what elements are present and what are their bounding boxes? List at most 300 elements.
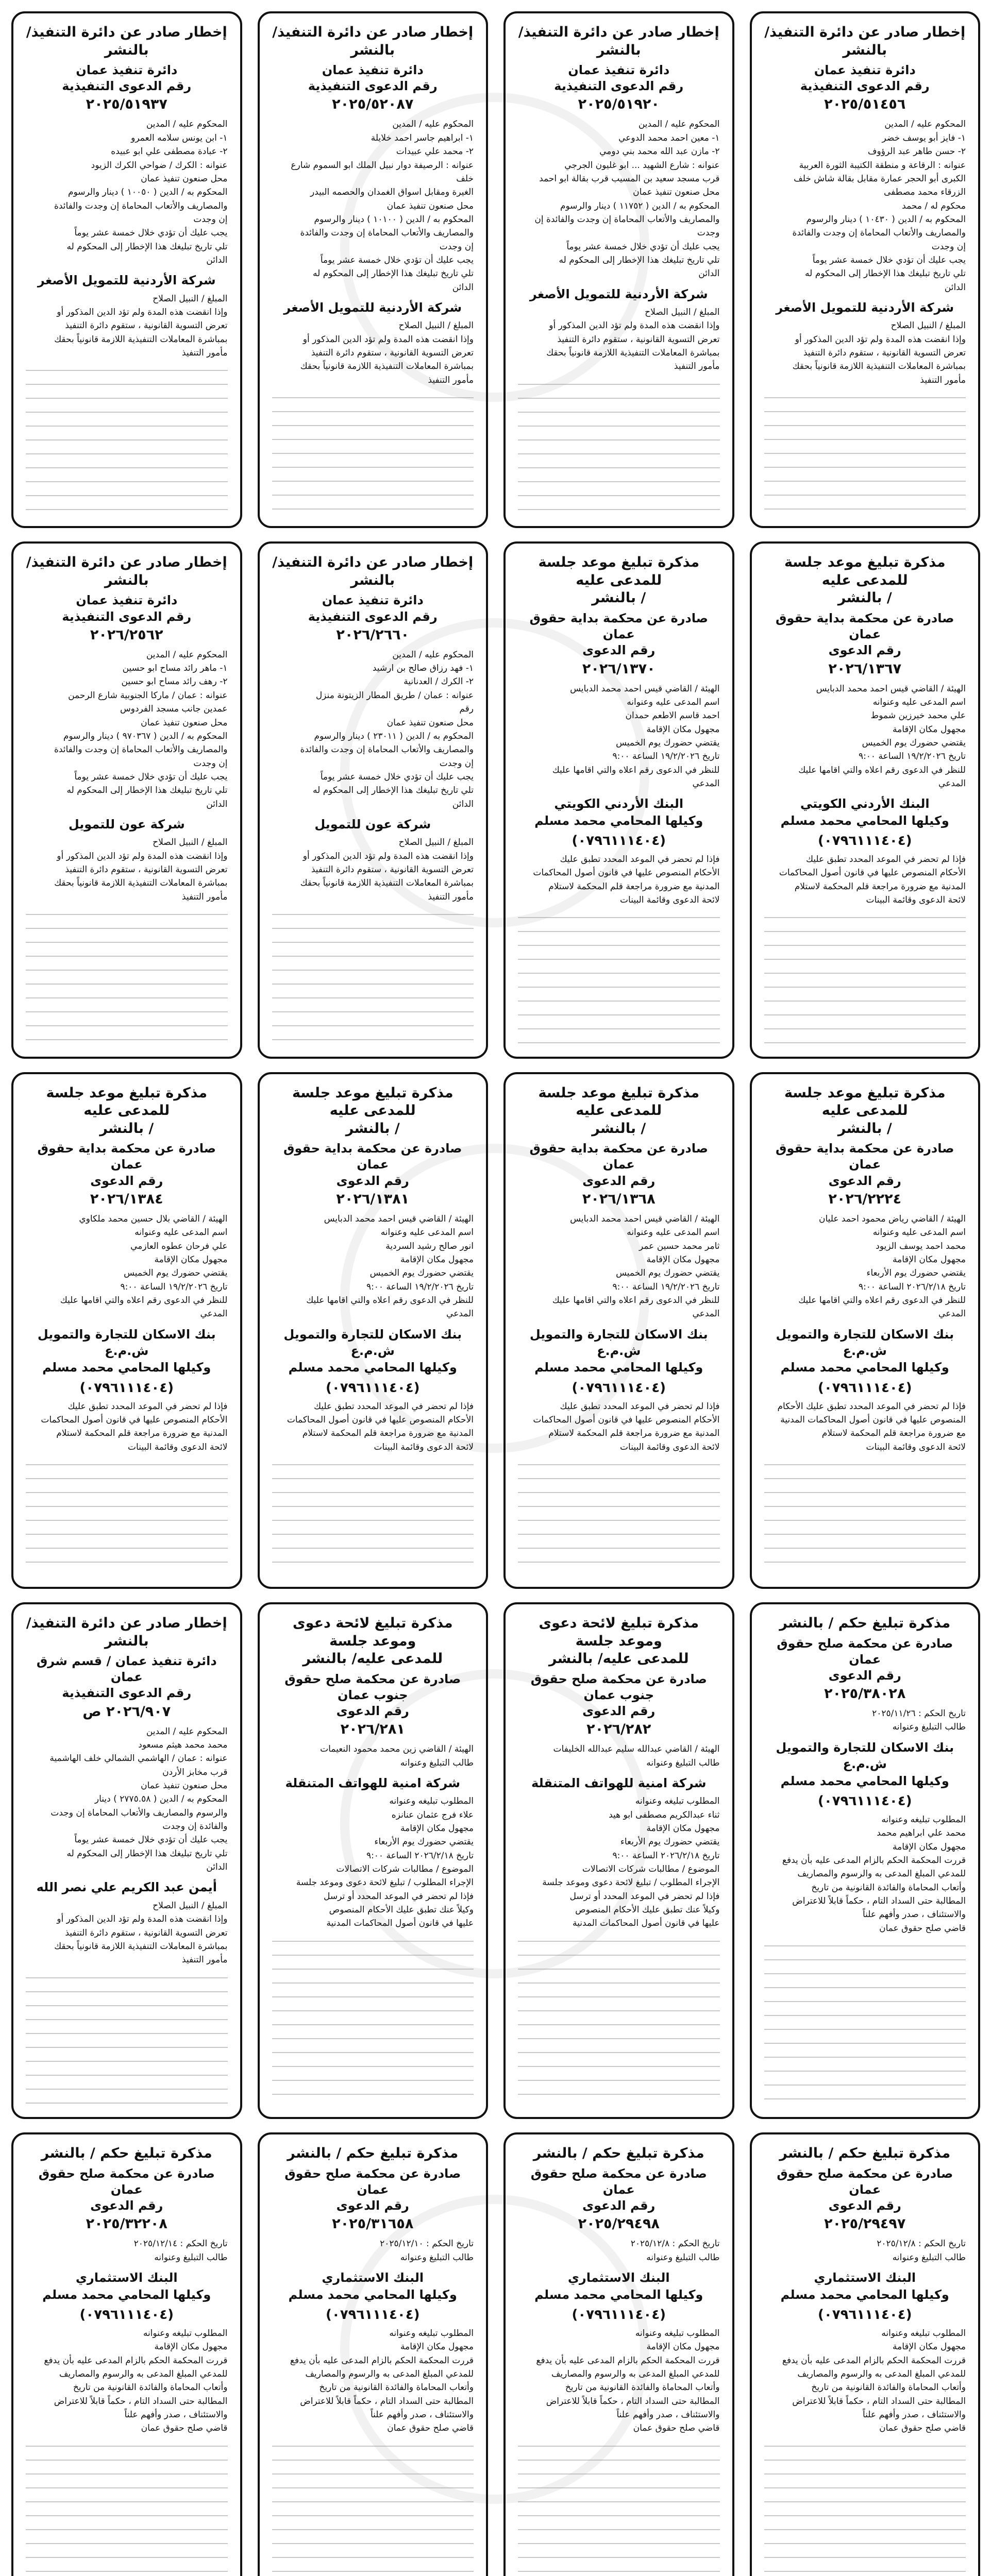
notice-body-line: إن وجدت bbox=[931, 241, 966, 252]
fine-print-filler bbox=[518, 910, 720, 1043]
notice-body-line: تلي تاريخ تبليغك هذا الإخطار إلى المحكوم له bbox=[805, 268, 966, 279]
notice-body bbox=[518, 117, 720, 280]
claimant-name: البنك الأردني الكويتي وكيلها المحامي محمد مسلم bbox=[780, 796, 949, 828]
notice-body-line: عنوانه : الكرك / ضواحي الكرك الزيود bbox=[91, 160, 228, 171]
notice-body-line: الدائن bbox=[944, 282, 966, 293]
case-number: ٢٠٢٦/٢٢٢٤ bbox=[828, 1191, 902, 1207]
notice-footer-line: قررت المحكمة الحكم بالزام المدعى عليه بأن يدفع bbox=[44, 2355, 228, 2366]
notice-footer bbox=[518, 2327, 720, 2435]
notice-heading bbox=[764, 1084, 966, 1138]
case-number: ٢٠٢٥/٣١٦٥٨ bbox=[332, 2216, 414, 2232]
notice-heading-line: مذكرة تبليغ موعد جلسة للمدعى عليه bbox=[46, 1084, 208, 1119]
notice-body bbox=[26, 1212, 228, 1321]
notice-footer-line: تعرض التسوية القانونية ، ستقوم دائرة التنفيذ bbox=[65, 865, 228, 875]
court-name: صادرة عن محكمة صلح حقوق عمان bbox=[530, 2166, 707, 2197]
case-label: رقم الدعوى bbox=[90, 2198, 163, 2213]
notice-body-line: والمصاريف والأتعاب المحاماة إن وجدت والفائدة إن bbox=[534, 214, 720, 225]
notice-body-line: مجهول مكان الإقامة bbox=[154, 1254, 228, 1265]
notice-body-line: الدائن bbox=[452, 799, 474, 809]
notice-body-line: ١- فهد رزاق صالح بن ارشيد bbox=[372, 663, 474, 674]
notice-body-line: والرسوم والمصاريف والأتعاب المحاماة إن وجدت bbox=[51, 1807, 228, 1818]
notice-footer-line: وأتعاب المحاماة والفائدة القانونية من تاريخ bbox=[565, 2382, 720, 2393]
claimant-name: شركة عون للتمويل bbox=[68, 817, 185, 832]
court-name: دائرة تنفيذ عمان bbox=[76, 63, 178, 78]
notice-footer-line: محمد علي ابراهيم محمد bbox=[877, 1828, 966, 1839]
notice-footer-line: بمباشرة المعاملات التنفيذية اللازمة قانونياً بحقك bbox=[546, 348, 720, 359]
claimant-name: شركة الأردنية للتمويل الأصغر bbox=[37, 273, 216, 288]
notice-footer-line: المطلوب تبليغه وعنوانه bbox=[635, 2328, 720, 2338]
legal-notice-card bbox=[750, 1602, 981, 2119]
notice-body bbox=[272, 1742, 474, 1770]
notice-body-line: ٢- رهف رائد مساح ابو حسين bbox=[121, 676, 228, 687]
notice-body-line: المدعي bbox=[938, 1309, 966, 1319]
notice-footer-line: الموضوع / مطالبات شركات الاتصالات bbox=[336, 1863, 474, 1874]
notice-footer-line: قاضي صلح حقوق عمان bbox=[141, 2423, 228, 2434]
case-label: رقم الدعوى bbox=[828, 2198, 901, 2213]
notice-heading-line: / بالنشر bbox=[592, 590, 646, 606]
notice-footer-line: للمدعي المبلغ المدعى به والرسوم والمصاريف bbox=[797, 1869, 966, 1879]
notice-footer-line: فإذا لم تحضر في الموعد المحدد أو ترسل bbox=[569, 1891, 720, 1902]
notice-footer-line: لائحة الدعوى وقائمة البينات bbox=[128, 1442, 228, 1452]
notice-heading bbox=[272, 2145, 474, 2163]
fine-print-filler bbox=[764, 1938, 966, 2104]
notice-body-line: الدائن bbox=[698, 268, 720, 279]
claimant-name: البنك الأردني الكويتي وكيلها المحامي محمد مسلم bbox=[534, 796, 703, 828]
notice-heading bbox=[26, 554, 228, 589]
notice-footer-line: المطلوب تبليغه وعنوانه bbox=[881, 2328, 966, 2338]
notice-footer bbox=[272, 1794, 474, 1930]
notice-footer-line: المطالبة حتى السداد التام ، حكماً قابلاً للاعتراض bbox=[792, 1896, 966, 1907]
notice-body-line: المدعي bbox=[446, 1309, 474, 1319]
notice-footer-line: والاستئناف ، صدر وأفهم علناً bbox=[862, 2409, 966, 2420]
notice-body-line: ١- ابن يونس سلامه العمرو bbox=[131, 132, 228, 143]
notice-footer-line: بمباشرة المعاملات التنفيذية اللازمة قانونياً بحقك bbox=[300, 361, 474, 372]
notice-body bbox=[26, 117, 228, 267]
notice-body bbox=[518, 1742, 720, 1770]
case-number: ٢٠٢٦/١٣٦٧ bbox=[828, 660, 902, 677]
notice-body-line: طالب التبليغ وعنوانه bbox=[646, 2252, 720, 2263]
notice-body-line: الهيئة / القاضي قيس احمد محمد الدبايس bbox=[570, 683, 720, 694]
claimant-name: البنك الاستثماري وكيلها المحامي محمد مسلم bbox=[288, 2270, 457, 2302]
notice-body-line: الدائن bbox=[206, 799, 228, 809]
notice-heading bbox=[764, 2145, 966, 2163]
case-label: رقم الدعوى bbox=[336, 1173, 409, 1188]
case-number: ٢٠٢٦/٢٨١ bbox=[340, 1721, 405, 1738]
lawyer-phone: (٠٧٩٦١١١٤٠٤) bbox=[818, 1793, 912, 1809]
legal-notice-card bbox=[503, 541, 734, 1058]
notice-footer-line: الأحكام المنصوص عليها في قانون أصول المحاكمات bbox=[287, 1415, 474, 1426]
legal-notice-card bbox=[258, 2132, 489, 2576]
notice-body-line: الهيئة / القاضي رياض محمود احمد عليان bbox=[818, 1213, 966, 1224]
notice-footer-line: قاضي صلح حقوق عمان bbox=[633, 2423, 720, 2434]
notice-body-line: يقتضي حضورك يوم الخميس bbox=[616, 737, 720, 748]
legal-notice-card bbox=[258, 1602, 489, 2119]
case-number: ٢٠٢٥/٢٩٤٩٨ bbox=[578, 2216, 660, 2232]
court-name: صادرة عن محكمة صلح حقوق عمان bbox=[38, 2166, 215, 2197]
notice-footer-line: علاء فرج عثمان عنانزه bbox=[391, 1809, 474, 1820]
legal-notice-card bbox=[750, 1072, 981, 1589]
notice-footer-line: بمباشرة المعاملات التنفيذية اللازمة قانونياً بحقك bbox=[54, 878, 228, 889]
notice-footer-line: وأتعاب المحاماة والفائدة القانونية من تاريخ bbox=[811, 2382, 966, 2393]
notice-footer-line: المبلغ / النبيل الصلاح bbox=[153, 1900, 228, 1911]
notice-body-line: للنظر في الدعوى رقم اعلاه والتي اقامها عليك bbox=[798, 1295, 966, 1306]
legal-notice-card bbox=[503, 1602, 734, 2119]
notice-body-line: يجب عليك أن تؤدي خلال خمسة عشر يوماً bbox=[566, 241, 720, 252]
notice-footer bbox=[26, 292, 228, 360]
notice-body-line: طالب التبليغ وعنوانه bbox=[400, 1757, 474, 1768]
notice-footer-line: عليها في قانون أصول المحاكمات المدنية bbox=[573, 1918, 720, 1929]
notice-footer-line: الأحكام المنصوص عليها في قانون أصول المحاكمات bbox=[779, 868, 966, 878]
notice-heading-line: للمدعى عليه/ بالنشر bbox=[548, 1651, 689, 1667]
notice-footer-line: تاريخ ٢٠٢٦/٢/١٨ الساعة ٩:٠٠ bbox=[366, 1850, 474, 1861]
notice-footer-line: فإذا لم تحضر في الموعد المحدد تطبق عليك bbox=[560, 854, 720, 865]
notice-footer-line: وإذا انقضت هذه المدة ولم تؤد الدين المذكور أو bbox=[303, 851, 474, 861]
lawyer-phone: (٠٧٩٦١١١٤٠٤) bbox=[818, 833, 912, 849]
notice-footer bbox=[26, 2327, 228, 2435]
case-label: رقم الدعوى bbox=[90, 1173, 163, 1188]
notice-body-line: قرب مسجد سعيد بن المسيب قرب بقالة ابو احمد bbox=[539, 173, 720, 184]
notice-body-line: المحكوم عليه / المدين bbox=[638, 119, 720, 130]
notice-body-line: تاريخ ١٩/٢/٢٠٢٦ الساعة ٩:٠٠ bbox=[858, 751, 966, 762]
notice-body-line: اسم المدعى عليه وعنوانه bbox=[135, 1227, 228, 1238]
notice-footer bbox=[272, 836, 474, 904]
notice-body-line: للنظر في الدعوى رقم اعلاه والتي اقامها عليك bbox=[552, 765, 720, 775]
notice-body-line: المدعي bbox=[692, 1309, 720, 1319]
lawyer-phone: (٠٧٩٦١١١٤٠٤) bbox=[79, 1380, 174, 1396]
notice-footer-line: وكيلاً عنك تطبق عليك الأحكام المنصوص bbox=[575, 1905, 720, 1916]
notice-body-line: والفائدة إن وجدت bbox=[162, 1821, 228, 1832]
case-label: رقم الدعوى التنفيذية bbox=[62, 79, 192, 94]
notice-body-line: المحكوم به / الدين ( ٩٧٠٣٦٧ ) دينار والرسوم bbox=[63, 731, 228, 741]
notice-footer-line: وإذا انقضت هذه المدة ولم تؤد الدين المذكور أو bbox=[795, 334, 966, 345]
notice-body-line: الهيئة / القاضي زين محمد محمود النعيمات bbox=[320, 1744, 474, 1755]
notice-body-line: يقتضي حضورك يوم الخميس bbox=[616, 1268, 720, 1279]
notice-body-line: ٢- محمد علي عبيدات bbox=[396, 146, 474, 157]
notice-body-line: تاريخ الحكم : ٢٠٢٥/١٢/٨ bbox=[630, 2239, 720, 2249]
court-name: صادرة عن محكمة صلح حقوق جنوب عمان bbox=[284, 1671, 461, 1702]
court-name: صادرة عن محكمة بداية حقوق عمان bbox=[776, 611, 954, 642]
notice-heading bbox=[26, 24, 228, 59]
notice-footer bbox=[272, 2327, 474, 2435]
notice-body-line: يجب عليك أن تؤدي خلال خمسة عشر يوماً bbox=[320, 255, 474, 265]
fine-print-filler bbox=[764, 2438, 966, 2576]
notice-body-line: اسم المدعى عليه وعنوانه bbox=[627, 1227, 720, 1238]
notice-heading-line: / بالنشر bbox=[99, 1120, 154, 1137]
fine-print-filler bbox=[764, 390, 966, 513]
notice-footer-line: قاضي صلح حقوق عمان bbox=[879, 2423, 966, 2434]
fine-print-filler bbox=[26, 2438, 228, 2576]
fine-print-filler bbox=[26, 363, 228, 513]
notice-footer-line: المبلغ / النبيل الصلاح bbox=[153, 837, 228, 848]
notice-body-line: للنظر في الدعوى رقم اعلاه والتي اقامها عليك bbox=[552, 1295, 720, 1306]
notice-body-line: والمصاريف والأتعاب المحاماة إن وجدت والفائدة bbox=[300, 228, 474, 239]
notice-body bbox=[764, 117, 966, 294]
claimant-name: بنك الاسكان للتجارة والتمويل ش.م.ع وكيلها المحامي محمد مسلم bbox=[529, 1327, 708, 1375]
notice-body bbox=[764, 1707, 966, 1734]
claimant-name: البنك الاستثماري وكيلها المحامي محمد مسلم bbox=[534, 2270, 703, 2302]
notice-heading-line: مذكرة تبليغ لائحة دعوى وموعد جلسة bbox=[539, 1615, 699, 1649]
legal-notice-card bbox=[11, 1072, 242, 1589]
notice-footer-line: الموضوع / مطالبات شركات الاتصالات bbox=[582, 1863, 720, 1874]
notice-footer bbox=[764, 853, 966, 907]
notice-footer-line: مأمور التنفيذ bbox=[181, 348, 228, 359]
notice-footer-line: وكيلاً عنك تطبق عليك الأحكام المنصوص bbox=[329, 1905, 474, 1916]
notice-footer-line: المطالبة حتى السداد التام ، حكماً قابلاً للاعتراض bbox=[792, 2396, 966, 2406]
notice-body-line: المحكوم به / الدين ( ١٠١٠٠ ) دينار والرسوم bbox=[314, 214, 474, 225]
notice-body-line: طالب التبليغ وعنوانه bbox=[892, 1722, 966, 1733]
notice-footer-line: تاريخ ٢٠٢٦/٢/١٨ الساعة ٩:٠٠ bbox=[612, 1850, 720, 1861]
case-label: رقم الدعوى التنفيذية bbox=[554, 79, 684, 94]
notice-body-line: يجب عليك أن تؤدي خلال خمسة عشر يوماً bbox=[74, 1835, 228, 1845]
notice-body-line: محل صنعون تنفيذ عمان bbox=[387, 200, 474, 211]
notice-body-line: إن وجدت bbox=[439, 758, 474, 769]
notice-body-line: محل صنعون تنفيذ عمان bbox=[141, 1781, 228, 1791]
notice-footer-line: بمباشرة المعاملات التنفيذية اللازمة قانونياً بحقك bbox=[792, 361, 966, 372]
notice-heading bbox=[272, 554, 474, 589]
fine-print-filler bbox=[518, 1457, 720, 1573]
notice-footer-line: وإذا انقضت هذه المدة ولم تؤد الدين المذكور أو bbox=[549, 320, 720, 331]
notice-footer-line: مأمور التنفيذ bbox=[920, 375, 966, 385]
notice-body bbox=[764, 2237, 966, 2264]
legal-notice-card bbox=[11, 2132, 242, 2576]
notice-heading-line: مذكرة تبليغ موعد جلسة للمدعى عليه bbox=[784, 554, 946, 588]
notice-body-line: ١- فايز أبو يوسف خضر bbox=[882, 132, 966, 143]
notice-footer-line: وإذا انقضت هذه المدة ولم تؤد الدين المذكور أو bbox=[303, 334, 474, 345]
case-label: رقم الدعوى التنفيذية bbox=[308, 609, 438, 624]
notice-body-line: تاريخ ١٩/٢/٢٠٢٦ الساعة ٩:٠٠ bbox=[366, 1281, 474, 1292]
notice-footer bbox=[764, 2327, 966, 2435]
court-name: صادرة عن محكمة بداية حقوق عمان bbox=[37, 1141, 216, 1172]
notice-heading bbox=[272, 1615, 474, 1668]
notice-body-line: والمصاريف والأتعاب المحاماة إن وجدت والفائدة bbox=[300, 744, 474, 755]
notice-body-line: المدعي bbox=[692, 778, 720, 789]
notice-body bbox=[26, 1725, 228, 1874]
notice-heading-line: إخطار صادر عن دائرة التنفيذ/ بالنشر bbox=[26, 1615, 227, 1649]
case-number: ٢٠٢٥/٢٩٤٩٧ bbox=[824, 2216, 906, 2232]
case-label: رقم الدعوى bbox=[582, 643, 656, 658]
fine-print-filler bbox=[272, 907, 474, 1043]
notice-heading-line: / بالنشر bbox=[592, 1120, 646, 1137]
notice-body-line: ١- معين احمد محمد الدوعي bbox=[618, 132, 720, 143]
notice-body bbox=[518, 1212, 720, 1321]
court-name: دائرة تنفيذ عمان bbox=[322, 593, 424, 608]
notice-footer-line: المدنية مع ضرورة مراجعة قلم المحكمة لاستلام bbox=[548, 1428, 720, 1439]
notice-footer-line: وأتعاب المحاماة والفائدة القانونية من تاريخ bbox=[811, 1882, 966, 1893]
notice-footer-line: وإذا انقضت هذه المدة ولم تؤد الدين المذكور أو bbox=[57, 851, 228, 861]
notice-body-line: تاريخ ١٩/٢/٢٠٢٦ الساعة ٩:٠٠ bbox=[612, 1281, 720, 1292]
claimant-name: البنك الاستثماري وكيلها المحامي محمد مسلم bbox=[780, 2270, 949, 2302]
notice-body-line: الهيئة / القاضي قيس احمد محمد الدبايس bbox=[324, 1213, 474, 1224]
notice-body-line: يجب عليك أن تؤدي خلال خمسة عشر يوماً bbox=[74, 228, 228, 239]
notice-body-line: والمصاريف والأتعاب المحاماة إن وجدت والفائدة bbox=[54, 744, 228, 755]
notice-footer-line: المطالبة حتى السداد التام ، حكماً قابلاً للاعتراض bbox=[300, 2396, 474, 2406]
legal-notice-card bbox=[11, 11, 242, 528]
notice-body-line: تلي تاريخ تبليغك هذا الإخطار إلى المحكوم له bbox=[66, 1848, 228, 1859]
court-name: صادرة عن محكمة صلح حقوق عمان bbox=[777, 2166, 953, 2197]
notice-body-line: المحكوم عليه / المدين bbox=[884, 119, 966, 130]
notice-heading-line: مذكرة تبليغ لائحة دعوى وموعد جلسة bbox=[292, 1615, 453, 1649]
claimant-name: شركة امنية للهواتف المتنقلة bbox=[285, 1775, 460, 1790]
case-number: ٢٠٢٥/٥٢٠٨٧ bbox=[332, 96, 414, 113]
notice-body bbox=[272, 2237, 474, 2264]
notice-footer-line: المبلغ / النبيل الصلاح bbox=[398, 320, 474, 331]
notice-footer-line: قررت المحكمة الحكم بالزام المدعى عليه بأن يدفع bbox=[782, 2355, 966, 2366]
notice-body-line: المحكوم عليه / المدين bbox=[392, 649, 474, 660]
notice-footer bbox=[764, 1813, 966, 1935]
case-label: رقم الدعوى bbox=[828, 1173, 901, 1188]
notice-body-line: محكوم له / محمد bbox=[902, 200, 966, 211]
notice-body-line: تاريخ الحكم : ٢٠٢٥/١٢/٨ bbox=[877, 2239, 966, 2249]
case-number: ٢٠٢٦/١٣٨١ bbox=[336, 1191, 410, 1207]
notice-body-line: المحكوم به / الدين ( ٢٣٠١١ ) دينار والرسوم bbox=[314, 731, 474, 741]
notice-body-line: محل صنعون تنفيذ عمان bbox=[141, 173, 228, 184]
notice-heading bbox=[272, 1084, 474, 1138]
notice-footer-line: تعرض التسوية القانونية ، ستقوم دائرة التنفيذ bbox=[803, 348, 966, 359]
case-label: رقم الدعوى bbox=[336, 1704, 409, 1718]
notice-body bbox=[272, 1212, 474, 1321]
notice-footer-line: تعرض التسوية القانونية ، ستقوم دائرة التنفيذ bbox=[557, 334, 720, 345]
notice-footer-line: مجهول مكان الإقامة bbox=[893, 2342, 966, 2352]
notice-footer-line: لائحة الدعوى وقائمة البينات bbox=[866, 1442, 966, 1452]
case-label: رقم الدعوى bbox=[582, 2198, 656, 2213]
notice-footer-line: قاضي صلح حقوق عمان bbox=[387, 2423, 474, 2434]
court-name: صادرة عن محكمة بداية حقوق عمان bbox=[529, 611, 708, 642]
notice-footer-line: الأحكام المنصوص عليها في قانون أصول المحاكمات bbox=[533, 1415, 720, 1426]
notice-heading-line: إخطار صادر عن دائرة التنفيذ/ بالنشر bbox=[764, 24, 966, 58]
notice-footer bbox=[518, 853, 720, 907]
case-number: ٢٠٢٦/٩٠٧ ص bbox=[82, 1703, 171, 1720]
notice-footer-line: المدنية مع ضرورة مراجعة قلم المحكمة لاستلام bbox=[548, 881, 720, 892]
notice-body bbox=[764, 682, 966, 791]
notice-footer-line: مأمور التنفيذ bbox=[428, 375, 474, 385]
notice-footer-line: وأتعاب المحاماة والفائدة القانونية من تاريخ bbox=[73, 2382, 228, 2393]
notice-footer-line: مجهول مكان الإقامة bbox=[400, 2342, 474, 2352]
case-label: رقم الدعوى bbox=[582, 1173, 656, 1188]
notice-body-line: ١- ابراهيم جاسر احمد خلايلة bbox=[371, 132, 474, 143]
notice-body-line: تاريخ ١٩/٢/٢٠٢٦ الساعة ٩:٠٠ bbox=[120, 1281, 228, 1292]
notice-body-line: المحكوم عليه / المدين bbox=[392, 119, 474, 130]
fine-print-filler bbox=[26, 1457, 228, 1573]
notice-footer bbox=[272, 1400, 474, 1454]
fine-print-filler bbox=[518, 1934, 720, 2104]
notice-body-line: محل صنعون تنفيذ عمان bbox=[633, 187, 720, 198]
notice-footer-line: فإذا لم تحضر في الموعد المحدد تطبق عليك bbox=[805, 854, 966, 865]
notice-body-line: محل صنعون تنفيذ عمان bbox=[141, 717, 228, 728]
legal-notice-card bbox=[503, 11, 734, 528]
notice-footer-line: المبلغ / النبيل الصلاح bbox=[891, 320, 966, 331]
notice-footer-line: وإذا انقضت هذه المدة ولم تؤد الدين المذكور أو bbox=[57, 307, 228, 317]
notice-footer-line: المنصوص عليها في قانون أصول المحاكمات المدنية bbox=[780, 1415, 966, 1426]
notice-heading bbox=[518, 554, 720, 607]
case-label: رقم الدعوى bbox=[828, 1668, 901, 1683]
legal-notice-card bbox=[258, 1072, 489, 1589]
notice-body-line: ٢- عبادة مصطفى علي ابو عبيده bbox=[111, 146, 228, 157]
notice-body-line: يجب عليك أن تؤدي خلال خمسة عشر يوماً bbox=[74, 771, 228, 782]
notice-footer-line: مأمور التنفيذ bbox=[674, 361, 720, 372]
fine-print-filler bbox=[764, 910, 966, 1043]
case-number: ٢٠٢٥/٥١٩٢٠ bbox=[578, 96, 660, 113]
notice-body-line: عنوانه : عمان / ماركا الجنوبية شارع الرحمن bbox=[68, 690, 228, 701]
notice-footer-line: تعرض التسوية القانونية ، ستقوم دائرة التنفيذ bbox=[311, 348, 474, 359]
fine-print-filler bbox=[272, 390, 474, 513]
notice-body-line: مجهول مكان الإقامة bbox=[646, 724, 720, 735]
notice-footer-line: المبلغ / النبيل الصلاح bbox=[398, 837, 474, 848]
court-name: صادرة عن محكمة صلح حقوق عمان bbox=[777, 1636, 953, 1667]
legal-notice-card bbox=[750, 11, 981, 528]
notice-heading-line: إخطار صادر عن دائرة التنفيذ/ بالنشر bbox=[518, 24, 719, 58]
notice-footer-line: لائحة الدعوى وقائمة البينات bbox=[620, 895, 720, 906]
notice-footer-line: مأمور التنفيذ bbox=[428, 891, 474, 902]
notice-heading bbox=[764, 24, 966, 59]
legal-notice-card bbox=[11, 541, 242, 1058]
fine-print-filler bbox=[518, 377, 720, 513]
claimant-name: البنك الاستثماري وكيلها المحامي محمد مسلم bbox=[42, 2270, 211, 2302]
notice-body bbox=[26, 2237, 228, 2264]
notice-body-line: يجب عليك أن تؤدي خلال خمسة عشر يوماً bbox=[812, 255, 966, 265]
notice-body-line: يقتضي حضورك يوم الخميس bbox=[862, 737, 966, 748]
claimant-name: شركة عون للتمويل bbox=[314, 817, 431, 832]
notice-footer-line: يقتضي حضورك يوم الأربعاء bbox=[374, 1837, 474, 1848]
notice-body-line: المحكوم به / الدين ( ١٠٠٥٠ ) دينار والرسوم bbox=[68, 187, 228, 198]
notice-footer bbox=[764, 1400, 966, 1454]
notice-body-line: والمصاريف والأتعاب المحاماة إن وجدت والفائدة bbox=[54, 200, 228, 211]
notice-footer-line: تعرض التسوية القانونية ، ستقوم دائرة التنفيذ bbox=[311, 865, 474, 875]
court-name: صادرة عن محكمة بداية حقوق عمان bbox=[529, 1141, 708, 1172]
notice-body-line: عنوانه : عمان / الهاشمي الشمالي خلف الهاشمية bbox=[49, 1753, 228, 1764]
lawyer-phone: (٠٧٩٦١١١٤٠٤) bbox=[572, 1380, 666, 1396]
fine-print-filler bbox=[518, 2438, 720, 2576]
notice-body-line: احمد قاسم الاطعم حمدان bbox=[625, 710, 720, 721]
case-number: ٢٠٢٦/١٣٦٨ bbox=[582, 1191, 656, 1207]
notice-heading-line: إخطار صادر عن دائرة التنفيذ/ بالنشر bbox=[26, 554, 227, 588]
notice-heading-line: مذكرة تبليغ موعد جلسة للمدعى عليه bbox=[784, 1084, 946, 1119]
case-number: ٢٠٢٥/٣٢٢٠٨ bbox=[86, 2216, 167, 2232]
notice-body-line: المحكوم به / الدين ( ١٠٤٣٠ ) دينار والرسوم bbox=[806, 214, 966, 225]
notice-footer-line: فإذا لم تحضر في الموعد المحدد تطبق عليك bbox=[313, 1401, 474, 1412]
notice-body-line: للنظر في الدعوى رقم اعلاه والتي اقامها عليك bbox=[798, 765, 966, 775]
notice-heading-line: مذكرة تبليغ حكم / بالنشر bbox=[41, 2145, 212, 2162]
claimant-name: بنك الاسكان للتجارة والتمويل ش.م.ع وكيلها المحامي محمد مسلم bbox=[776, 1327, 954, 1375]
notice-body-line: عنوانه : عمان / طريق المطار الزيتونة منزل bbox=[315, 690, 474, 701]
notice-body-line: طالب التبليغ وعنوانه bbox=[154, 2252, 228, 2263]
case-number: ٢٠٢٦/٢٦٦٠ bbox=[336, 626, 410, 643]
notice-body-line: مجهول مكان الإقامة bbox=[893, 1254, 966, 1265]
notice-body-line: الدائن bbox=[452, 282, 474, 293]
notice-body-line: المحكوم عليه / المدين bbox=[146, 649, 228, 660]
notice-heading-line: إخطار صادر عن دائرة التنفيذ/ بالنشر bbox=[272, 554, 474, 588]
court-name: دائرة تنفيذ عمان bbox=[814, 63, 916, 78]
notice-footer-line: فإذا لم تحضر في الموعد المحدد تطبق عليك bbox=[68, 1401, 228, 1412]
notice-footer bbox=[518, 1400, 720, 1454]
notice-body-line: اسم المدعى عليه وعنوانه bbox=[380, 1227, 474, 1238]
notice-heading-line: مذكرة تبليغ حكم / بالنشر bbox=[779, 2145, 951, 2162]
notice-footer-line: قررت المحكمة الحكم بالزام المدعى عليه بأن يدفع bbox=[290, 2355, 474, 2366]
notice-body-line: طالب التبليغ وعنوانه bbox=[646, 1757, 720, 1768]
notice-footer-line: الإجراء المطلوب / تبليغ لائحة دعوى وموعد جلسة bbox=[542, 1877, 720, 1888]
notice-body-line: تاريخ ١٩/٢/٢٠٢٦ الساعة ٩:٠٠ bbox=[612, 751, 720, 762]
case-label: رقم الدعوى التنفيذية bbox=[308, 79, 438, 94]
court-name: صادرة عن محكمة بداية حقوق عمان bbox=[776, 1141, 954, 1172]
claimant-name: بنك الاسكان للتجارة والتمويل ش.م.ع وكيلها المحامي محمد مسلم bbox=[776, 1740, 954, 1788]
notice-footer-line: المبلغ / النبيل الصلاح bbox=[645, 307, 720, 317]
notice-footer-line: المطلوب تبليغه وعنوانه bbox=[143, 2328, 228, 2338]
legal-notice-card bbox=[11, 1602, 242, 2119]
notice-body-line: يجب عليك أن تؤدي خلال خمسة عشر يوماً bbox=[320, 771, 474, 782]
notice-heading bbox=[518, 24, 720, 59]
notice-footer-line: مجهول مكان الإقامة bbox=[154, 2342, 228, 2352]
legal-notice-card bbox=[750, 541, 981, 1058]
court-name: دائرة تنفيذ عمان bbox=[568, 63, 670, 78]
